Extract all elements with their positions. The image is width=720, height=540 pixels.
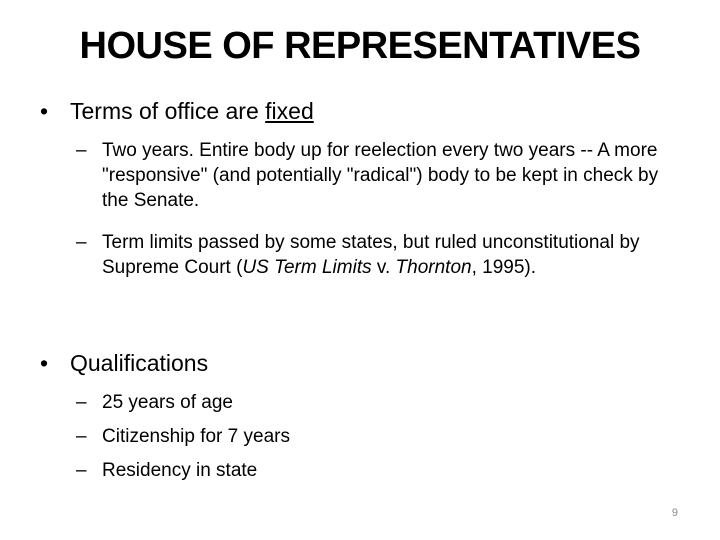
sub-bullet-term-limits: [76, 230, 686, 280]
term-limits-text-part3: , 1995).: [471, 257, 537, 278]
sub-bullet-text: Residency in state: [102, 460, 258, 481]
sub-bullet-age: [76, 390, 686, 415]
sub-bullet-text: Two years. Entire body up for reelection every two years -- A more "responsive" (and potentially "radical") body to be kept in check by the Senate.: [102, 140, 659, 211]
sub-bullet-residency: [76, 458, 686, 483]
sub-bullet-citizenship: [76, 424, 686, 449]
case-name-thornton: Thornton: [395, 257, 472, 278]
sub-bullet-text: 25 years of age: [102, 392, 233, 413]
sub-bullet-text: [102, 230, 686, 280]
sub-bullet-two-years: [76, 138, 686, 213]
terms-fixed-word: fixed: [265, 98, 314, 124]
sub-bullet-text: Citizenship for 7 years: [102, 426, 290, 447]
bullet-terms-of-office: [40, 96, 314, 126]
bullet-dot-icon: •: [40, 350, 49, 376]
dash-icon: –: [76, 392, 87, 413]
term-limits-text-part1: Term limits passed by some states, but ruled unconstitutional by Supreme Court (: [102, 232, 640, 278]
term-limits-text-part2: v.: [371, 257, 396, 278]
qualifications-heading: Qualifications: [70, 350, 209, 376]
bullet-dot-icon: •: [40, 98, 49, 124]
dash-icon: –: [76, 140, 87, 161]
terms-lead-text: Terms of office are: [70, 98, 266, 124]
dash-icon: –: [76, 460, 87, 481]
slide-title: HOUSE OF REPRESENTATIVES: [79, 25, 641, 67]
dash-icon: –: [76, 426, 87, 447]
case-name-us-term-limits: US Term Limits: [242, 257, 372, 278]
bullet-qualifications: [40, 348, 208, 378]
dash-icon: –: [76, 232, 87, 253]
page-number: 9: [671, 507, 678, 519]
